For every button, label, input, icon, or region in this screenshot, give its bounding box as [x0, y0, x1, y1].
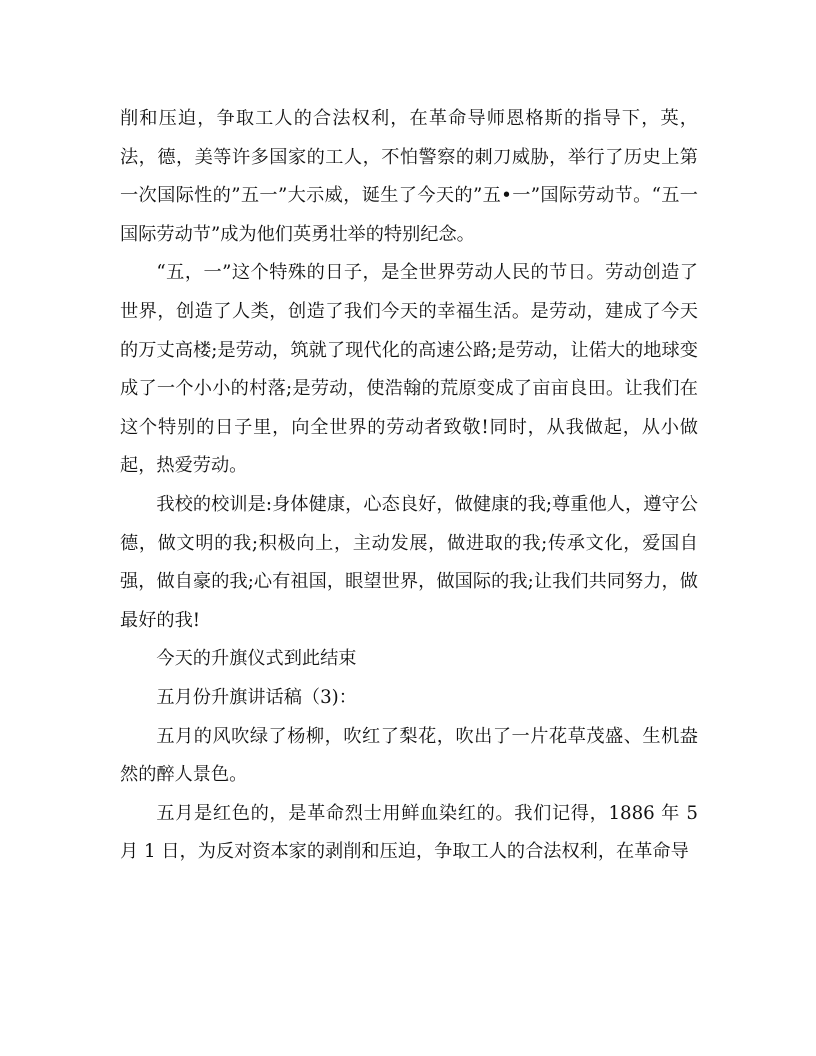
paragraph-5-heading: 五月份升旗讲话稿（3)： — [156, 686, 357, 708]
paragraph-6: 五月的风吹绿了杨柳，吹红了梨花，吹出了一片花草茂盛、生机盎然的醉人景色。 — [120, 725, 698, 786]
document-body — [120, 100, 698, 872]
paragraph-4: 今天的升旗仪式到此结束 — [156, 648, 357, 670]
paragraph-1: 削和压迫，争取工人的合法权利，在革命导师恩格斯的指导下，英，法，德，美等许多国家的工人，不怕警察的刺刀威胁，举行了历史上第一次国际性的”五一”大示威，诞生了今天的”五•一”国际劳动节。“五一国际劳动节”成为他们英勇壮举的特别纪念。 — [120, 108, 698, 245]
paragraph-3: 我校的校训是:身体健康，心态良好，做健康的我;尊重他人，遵守公德，做文明的我;积极向上，主动发展，做进取的我;传承文化，爱国自强，做自豪的我;心有祖国，眼望世界，做国际的我;让我们共同努力，做最好的我! — [120, 493, 698, 631]
paragraph-2: “五，一”这个特殊的日子，是全世界劳动人民的节日。劳动创造了世界，创造了人类，创造了我们今天的幸福生活。是劳动，建成了今天的万丈高楼;是劳动，筑就了现代化的高速公路;是劳动，让偌大的地球变成了一个小小的村落;是劳动，使浩翰的荒原变成了亩亩良田。让我们在这个特别的日子里，向全世界的劳动者致敬!同时，从我做起，从小做起，热爱劳动。 — [120, 262, 698, 477]
paragraph-7: 五月是红色的，是革命烈士用鲜血染红的。我们记得，1886 年 5 月 1 日，为反对资本家的剥削和压迫，争取工人的合法权利，在革命导 — [120, 802, 698, 863]
